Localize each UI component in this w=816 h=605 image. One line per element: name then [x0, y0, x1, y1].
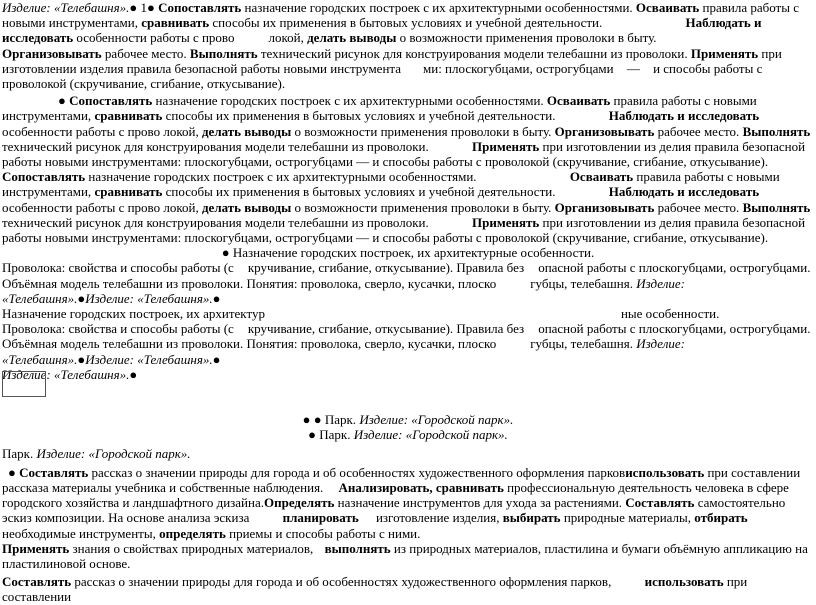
empty-cell-box	[2, 371, 46, 397]
paragraph-4: ● Назначение городских построек, их архитектурные особенности.	[221, 245, 595, 261]
paragraph-14: Составлять рассказ о значении природы для города и об особенностях художественного оформления парков, использовать при составлении	[2, 574, 748, 605]
paragraph-6: Назначение городских построек, их архитектур ные особенности.	[2, 306, 720, 322]
paragraph-13: Применять знания о свойствах природных материалов, выполнять из природных материалов, пластилина и бумаги объёмную аппликацию на пластилиновой основе.	[2, 540, 808, 571]
paragraph-1: Изделие: «Телебашня».● 1● Сопоставлять назначение городских построек с их архитектурными особенностями. Осваивать правила работы с новыми инструментами, сравнивать способы их применения в бытовых условиях и учебной деятельности. Наблюдать и исследовать особенности работы с прово локой, делать выводы о возможности применения проволоки в быту. Организовывать рабочее место. Выполнять технический рисунок для конструирования модели телебашни из проволоки. Применять при изготовлении изделия правила безопасной работы новыми инструмента ми: плоскогубцами, острогубцами — и способы работы с проволокой (скручивание, сгибание, откусывание).	[2, 0, 799, 92]
paragraph-8: Изделие: «Телебашня».●	[2, 366, 138, 382]
paragraph-2: ● Сопоставлять назначение городских построек с их архитектурными особенностями. Осваивать правила работы с новыми инструментами, сравнивать способы их применения в бытовых условиях и учебной деятельности. Наблюдать и исследовать особенности работы с прово локой, делать выводы о возможности применения проволоки в быту. Организовывать рабочее место. Выполнять технический рисунок для конструирования модели телебашни из проволоки. Применять при изготовлении из делия правила безопасной работы новыми инструментами: плоскогубцами, острогубцами — и способы работы с проволокой (скручивание, сгибание, откусывание).	[2, 93, 811, 170]
paragraph-9: ● ● Парк. Изделие: «Городской парк».	[302, 412, 514, 428]
paragraph-3: Сопоставлять назначение городских построек с их архитектурными особенностями. Осваивать правила работы с новыми инструментами, сравнивать способы их применения в бытовых условиях и учебной деятельности. Наблюдать и исследовать особенности работы с прово локой, делать выводы о возможности применения проволоки в быту. Организовывать рабочее место. Выполнять технический рисунок для конструирования модели телебашни из проволоки. Применять при изготовлении из делия правила безопасной работы новыми инструментами: плоскогубцами, острогубцами — и способы работы с проволокой (скручивание, сгибание, откусывание).	[2, 169, 811, 246]
paragraph-12: ● Составлять рассказ о значении природы для города и об особенностях художественного оформления парковиспользовать при составлении рассказа материалы учебника и собственные наблюдения. Анализировать, сравнивать профессиональную деятельность человека в сфере городского хозяйства и ландшафтного дизайна.Определять назначение инструментов для ухода за растениями. Составлять самостоятельно эскиз композиции. На основе анализа эскиза планировать изготовление изделия, выбирать природные материалы, отбирать необходимые инструменты, определять приемы и способы работы с ними.	[2, 464, 801, 541]
paragraph-7: Проволока: свойства и способы работы (с кручивание, сгибание, откусывание). Правила без опасной работы с плоскогубцами, острогубцами. Объёмная модель телебашни из проволоки. Понятия: проволока, сверло, кусачки, плоско губцы, телебашня. Изделие: «Телебашня».●Изделие: «Телебашня».●	[2, 321, 811, 367]
paragraph-5: Проволока: свойства и способы работы (с кручивание, сгибание, откусывание). Правила без опасной работы с плоскогубцами, острогубцами. Объёмная модель телебашни из проволоки. Понятия: проволока, сверло, кусачки, плоско губцы, телебашня. Изделие: «Телебашня».●Изделие: «Телебашня».●	[2, 260, 811, 306]
paragraph-10: ● Парк. Изделие: «Городской парк».	[308, 427, 508, 443]
paragraph-11: Парк. Изделие: «Городской парк».	[2, 446, 191, 462]
